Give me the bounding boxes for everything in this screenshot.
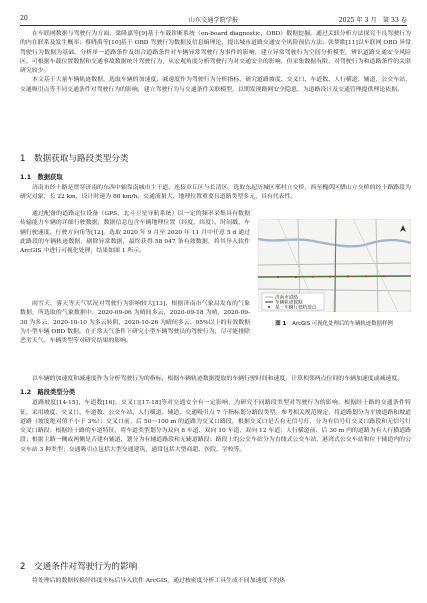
caption-label: 图 1 xyxy=(275,321,287,327)
section-1-heading-wrap xyxy=(20,152,411,164)
paragraph: 将处理后的数据转换经纬度坐标后导入软件 ArcGIS，通过核密度分析工具生成不同加速度下的热 xyxy=(32,578,286,584)
running-header xyxy=(20,14,407,26)
intro-text xyxy=(20,30,411,95)
subsection-1-1 xyxy=(20,172,411,203)
figure-1-caption xyxy=(253,319,415,327)
text-beside-figure xyxy=(20,210,250,256)
paragraph: 通过配备的道路定位设备（GPS，北斗卫星导航系统）以一定的频率采集具有数据传输能力车辆的详细行驶数据，数据信息包含车辆地理位置（经度、纬度）、时间戳、车辆行驶速度、行驶方向角等[12]。选取 2020 年 9 月至 2020 年 11 月中任意 5 d 通过此路段的车辆轨迹数据，剔除异常数据，最终获得 58 047 条有效数据，将其导入软件 ArcGIS 中进行可视化处理，结果如图 1 所示。 xyxy=(20,211,250,255)
trajectory-map xyxy=(258,219,411,312)
legend-item-point: 某一车辆行驶轨迹点 xyxy=(275,305,317,311)
section-2 xyxy=(20,560,411,586)
caption-text: ArcGIS 可视化处理后的车辆轨迹数据样例 xyxy=(292,321,393,327)
journal-title: 山东交通学院学报 xyxy=(188,17,239,24)
subsection-heading: 1.2 路段类型分类 xyxy=(20,389,76,397)
subsection-heading: 1.1 数据获取 xyxy=(20,174,63,181)
paragraph: 本文基于大量车辆轨迹数据，选取车辆的加速度、减速度作为驾驶行为分析指标，研究道路坡度、交叉口、车道数、人行横道、辅道、公交车站、交通吸引点等不同交通条件对驾驶行为的影响，建立驾驶行为与交通条件关联模型，以期发现路网安全隐患，为道路设计及交通管理提供理论依据。 xyxy=(20,77,411,93)
legend-item-road: 济南市道路 xyxy=(275,295,298,301)
trajectory-line xyxy=(258,276,411,277)
subsection-1-2 xyxy=(20,375,411,455)
paragraph: 道路坡度[14-15]、车道数[16]、交叉口[17-18]等对交通安全有一定影响，为研究不同路段类型对驾驶行为的影响，根据经十路的交通条件特征，采用坡度、交叉口、车道数、公交车站、人行横道、辅道、交通吸引点 7 个指标划分路段类型。参考相关规范规定，将道路划分为平坡道路和坡道道路（坡度绝对值不小于 3%）；交叉口前、后 50～100 m 的道路为交叉口路段，根据交叉口是否有无信号灯，分为有信号灯交叉口路段和无信号灯交叉口路段；根据经十路的车道特征，将车道类型划分为双向 8 车道、双向 10 车道、双向 12 车道；人行横道前、后 30 m 内的道路为有人行横道路段；根据主路一侧或两侧是否建有辅道，划分为有辅道路段和无辅道路段；路段上的公交车站分为直线式公交车站、港湾式公交车站和位于辅道内的公交车站 3 种类型；交通吸引点包括大型交通建筑、通常包括大型商超、医院、学校等。 xyxy=(20,400,411,453)
section-heading: 2 交通条件对驾驶行为的影响 xyxy=(20,562,138,572)
weather-paragraph-wrap xyxy=(20,300,250,346)
issue-info: 2025 年 3 月 第 33 卷 xyxy=(338,17,407,24)
paragraph: 济南市经十路是贯穿济南的东西中轴靠南城市主干道，连接章丘区与长清区。选取东起历城区邢村立交桥，西至槐荫区腊山立交桥的经十路路段为研究对象，长 22 km，设计时速为 80 km/h，交通流量大、地理位置重要且道路类型多元，具有代表性。 xyxy=(20,185,411,201)
paragraph: 在车联网数据与驾驶行为方面，梁隆嘉等[9]基于车载诊断系统（on-board diagnostic，OBD）数据挖掘，通过关联分析方法探究不良驾驶行为的内在联系及发生概率；蔡晓禹等[10]基于 OBD 驾驶行为数据及信息熵理论，提出城市道路交通安全风险预估方法；张梦歌[11]以车联网 OBD 异常驾驶行为数据为基础，分析单一道路条件及组合道路条件对车辆异常驾驶行为事件的影响，建立异常驾驶行为空间分析模型，辨识道路交通安全风险区。可根据车载位置数据和交通事故数据统计驾驶行为，从宏观角度分析驾驶行为对交通安全的影响，但采集数据有限，对驾驶行为和道路条件的关联研究较少。 xyxy=(20,31,411,75)
figure-1 xyxy=(258,219,411,312)
legend-item-trajectory: 车辆轨迹数据 xyxy=(275,300,303,306)
paragraph: 以车辆的加速度和减速度作为分析驾驶行为的指标，根据车辆轨迹数据提取的车辆行驶时间和速度，计算相邻两点位间的车辆加速度或减速度。 xyxy=(32,376,404,382)
section-heading: 1 数据获取与路段类型分类 xyxy=(20,154,129,164)
paragraph: 雨雪天、雾天等天气状况对驾驶行为影响较大[13]，根据济南市气象局发布的气象数据，所选取的气象数据中，2020-09-06 为晴间多云，2020-09-18 为晴，2020-09-30 为多云，2020-10-10 为多云转阴，2020-10-26 为晴间多云。95%以上的有效数据为小型车辆 OBD 数据。在正常天气条件下研究小型车辆驾驶员的驾驶行为，尽可能排除恶劣天气、车辆类型等对研究结果的影响。 xyxy=(20,301,250,345)
page-number: 20 xyxy=(20,15,28,22)
